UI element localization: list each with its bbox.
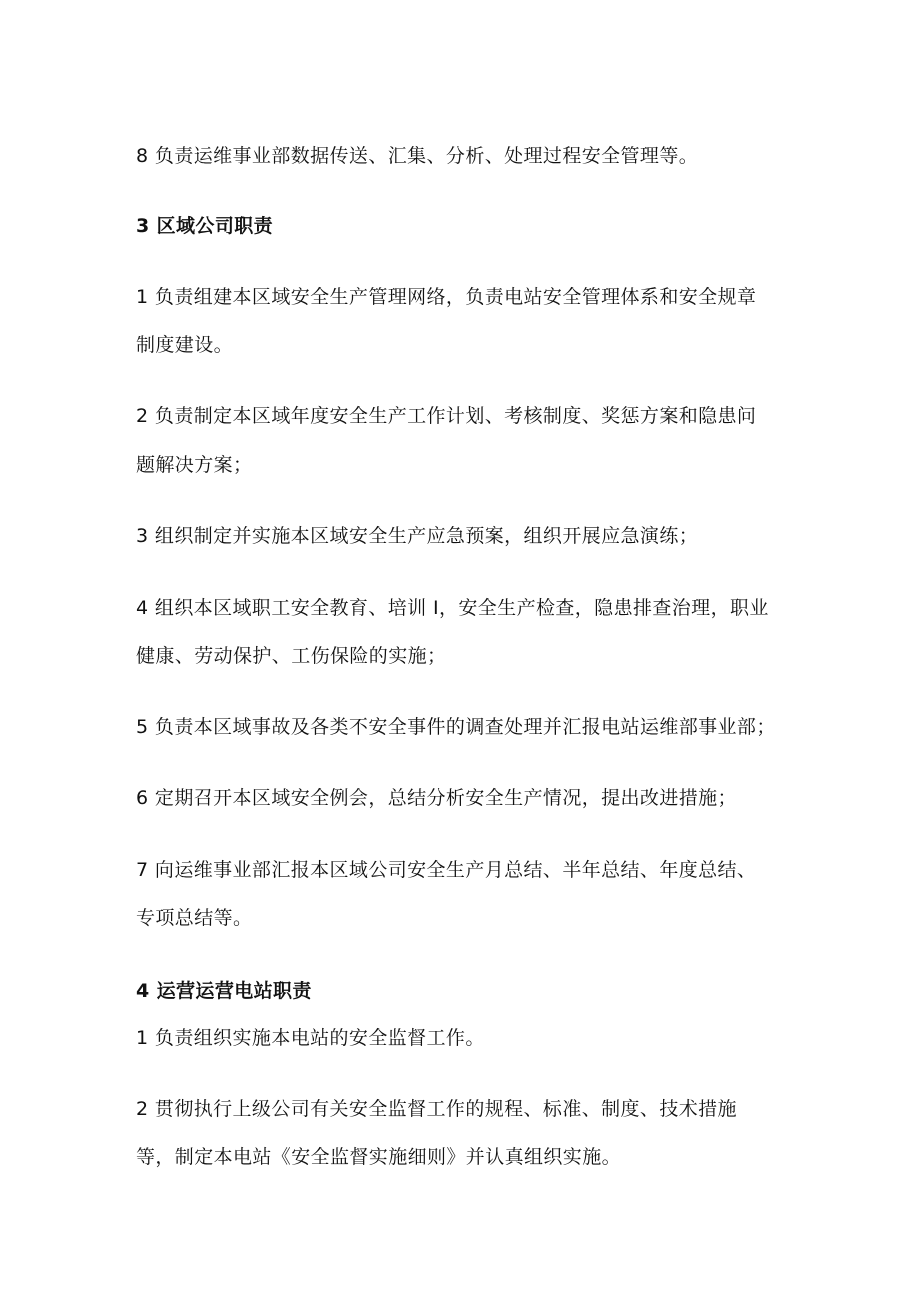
paragraph-line: 6 定期召开本区域安全例会，总结分析安全生产情况，提出改进措施； — [136, 787, 737, 809]
paragraph-line: 制度建设。 — [136, 334, 234, 356]
paragraph-line: 2 贯彻执行上级公司有关安全监督工作的规程、标准、制度、技术措施 — [136, 1098, 737, 1120]
paragraph-line: 专项总结等。 — [136, 907, 253, 929]
paragraph-line: 健康、劳动保护、工伤保险的实施； — [136, 645, 447, 667]
paragraph-line: 2 负责制定本区域年度安全生产工作计划、考核制度、奖惩方案和隐患问 — [136, 405, 757, 427]
section-heading: 3 区域公司职责 — [136, 215, 274, 237]
paragraph-line: 5 负责本区域事故及各类不安全事件的调查处理并汇报电站运维部事业部； — [136, 716, 776, 738]
paragraph-line: 8 负责运维事业部数据传送、汇集、分析、处理过程安全管理等。 — [136, 145, 699, 167]
paragraph-line: 4 组织本区域职工安全教育、培训 I，安全生产检查，隐患排查治理，职业 — [136, 597, 769, 619]
paragraph-line: 1 负责组建本区域安全生产管理网络，负责电站安全管理体系和安全规章 — [136, 286, 757, 308]
paragraph-line: 等，制定本电站《安全监督实施细则》并认真组织实施。 — [136, 1146, 622, 1168]
paragraph-line: 3 组织制定并实施本区域安全生产应急预案，组织开展应急演练； — [136, 525, 699, 547]
paragraph-line: 题解决方案； — [136, 454, 253, 476]
paragraph-line: 1 负责组织实施本电站的安全监督工作。 — [136, 1027, 485, 1049]
paragraph-line: 7 向运维事业部汇报本区域公司安全生产月总结、半年总结、年度总结、 — [136, 859, 757, 881]
section-heading: 4 运营运营电站职责 — [136, 980, 312, 1002]
